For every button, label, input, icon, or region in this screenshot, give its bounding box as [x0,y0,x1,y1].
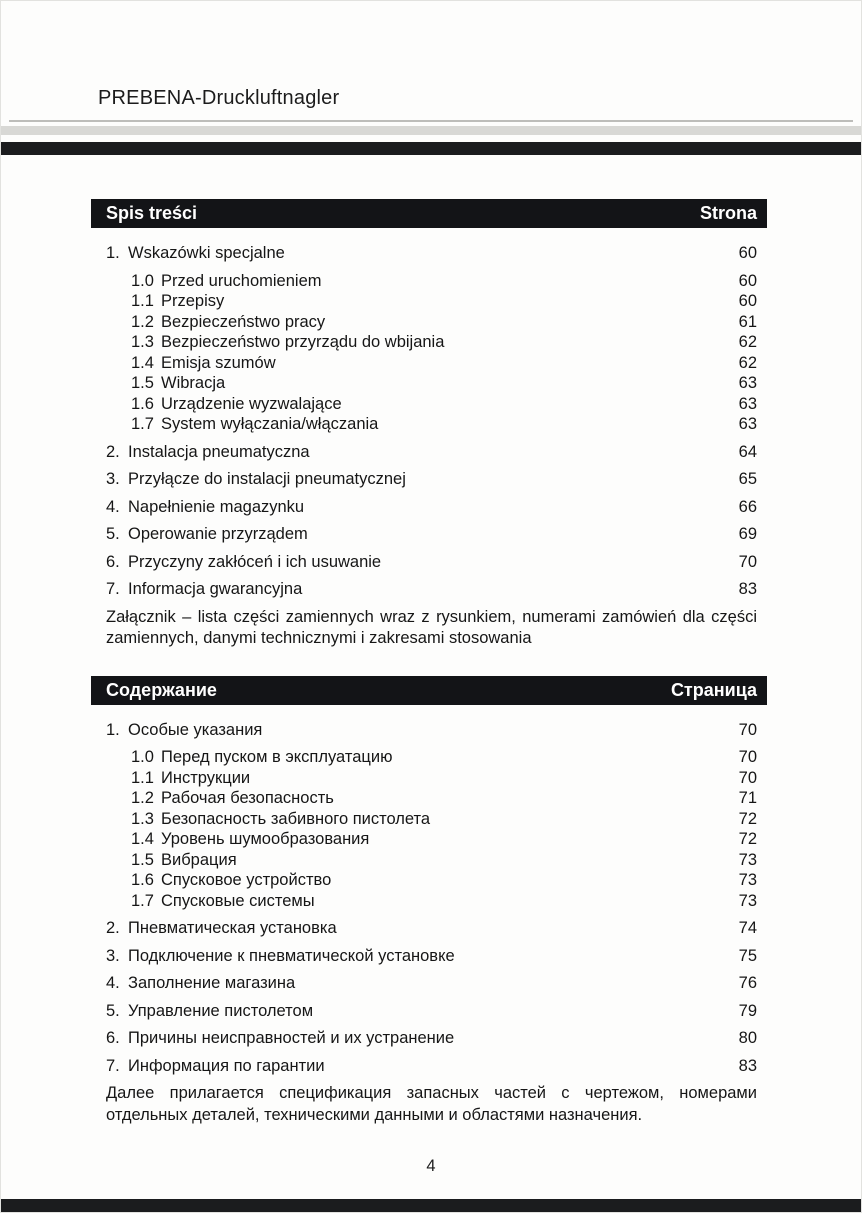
toc-entry-title: System wyłączania/włączania [161,415,379,433]
toc-entry-number: 1.6 [131,394,154,413]
toc-entry [91,891,767,912]
toc-entry-page: 72 [738,809,757,828]
toc-entry [91,414,767,435]
toc-entry-title: Информация по гарантии [128,1056,325,1075]
header-rule-gray [1,126,861,135]
toc-entry [91,809,767,830]
toc-entry-title: Przepisy [161,292,225,310]
toc-entry [91,850,767,871]
toc-entry [91,291,767,312]
toc-entry [91,946,767,967]
toc-entry [91,768,767,789]
section-page-label: Strona [699,203,757,223]
toc-entry [91,579,767,600]
toc-entry-page: 83 [738,1056,757,1075]
toc-entry-title: Рабочая безопасность [161,789,334,807]
document-title: PREBENA-Druckluftnagler [98,87,340,109]
toc-entry [91,442,767,463]
toc-entry [91,243,767,264]
header-rule-thin [9,120,853,122]
toc-entry-title: Bezpieczeństwo przyrządu do wbijania [161,333,445,351]
toc-entry-number: 7. [106,1056,120,1075]
toc-entry-page: 63 [738,415,757,433]
toc-entry-page: 60 [738,271,757,290]
toc-entry-title: Emisja szumów [161,353,276,372]
toc-entry-number: 7. [106,580,120,598]
toc-entry-page: 70 [738,768,757,787]
toc-list [91,243,767,600]
toc-entry-title: Przyczyny zakłóceń i ich usuwanie [128,552,382,571]
toc-entry-page: 73 [738,850,757,869]
section-note: Далее прилагается спецификация запасных частей с чертежом, номерами отдельных деталей, техническими данными и областями назначения. [106,1084,757,1124]
toc-entry-title: Operowanie przyrządem [128,525,308,543]
toc-entry-title: Przyłącze do instalacji pneumatycznej [128,470,406,488]
toc-entry-number: 2. [106,919,120,937]
toc-entry-number: 1.6 [131,871,154,889]
toc-entry-page: 73 [738,891,757,910]
toc-entry-title: Причины неисправностей и их устранение [128,1029,455,1047]
page-number: 4 [426,1157,436,1175]
section-page-label: Страница [670,679,757,700]
toc-entry-page: 75 [738,946,757,965]
toc-entry [91,747,767,768]
toc-entry [91,1001,767,1022]
toc-entry-title: Управление пистолетом [128,1001,314,1020]
toc-entry-title: Bezpieczeństwo pracy [161,312,326,331]
toc-entry-page: 62 [738,333,757,351]
toc-entry-title: Безопасность забивного пистолета [161,809,431,828]
toc-entry-title: Пневматическая установка [128,919,337,937]
header-rule-black [1,142,861,155]
toc-entry-page: 71 [738,789,757,807]
toc-entry-number: 1.3 [131,809,154,828]
toc-entry-title: Napełnienie magazynku [128,497,305,516]
toc-entry-number: 1. [106,720,120,739]
toc-entry [91,1028,767,1049]
toc-entry-title: Вибрация [161,850,237,869]
bottom-bar [1,1199,861,1212]
toc-entry-page: 63 [738,374,757,392]
toc-entry-page: 80 [738,1029,757,1047]
toc-entry-number: 4. [106,974,120,992]
toc-entry-page: 69 [738,525,757,543]
page-content [91,199,767,1126]
toc-entry-number: 1.2 [131,312,154,331]
toc-entry-number: 1.7 [131,891,154,910]
toc-section-polish [91,199,767,650]
toc-entry-number: 1.3 [131,333,154,351]
toc-entry-page: 83 [738,580,757,598]
toc-entry-number: 1.2 [131,789,154,807]
toc-entry-page: 70 [738,552,757,571]
toc-entry-title: Wskazówki specjalne [128,244,285,262]
toc-entry-number: 1.5 [131,374,154,392]
toc-entry [91,332,767,353]
toc-entry-number: 5. [106,525,120,543]
toc-entry-page: 70 [738,748,757,766]
toc-entry-title: Спусковое устройство [161,871,332,889]
toc-entry-title: Заполнение магазина [128,974,296,992]
toc-entry [91,1056,767,1077]
toc-entry-page: 74 [738,919,757,937]
toc-entry-title: Urządzenie wyzwalające [161,394,342,413]
toc-entry-title: Перед пуском в эксплуатацию [161,748,393,766]
toc-entry-page: 62 [738,353,757,372]
toc-entry-page: 79 [738,1001,757,1020]
toc-entry-title: Спусковые системы [161,891,315,910]
toc-entry-title: Przed uruchomieniem [161,271,322,290]
toc-entry [91,353,767,374]
toc-entry-number: 1.1 [131,768,154,787]
toc-entry-number: 1.7 [131,415,154,433]
section-header-bar [91,676,767,705]
toc-entry-title: Instalacja pneumatyczna [128,442,310,461]
toc-entry [91,829,767,850]
toc-entry-number: 1.4 [131,830,154,848]
toc-entry-number: 1.4 [131,353,154,372]
toc-entry-page: 70 [738,720,757,739]
toc-entry [91,720,767,741]
toc-entry-number: 3. [106,470,120,488]
toc-entry-number: 1.1 [131,292,154,310]
section-header-bar [91,199,767,228]
toc-entry-title: Informacja gwarancyjna [128,580,303,598]
toc-entry [91,373,767,394]
toc-entry [91,788,767,809]
toc-entry-number: 1.0 [131,748,154,766]
toc-entry-page: 72 [738,830,757,848]
toc-entry [91,271,767,292]
toc-entry-page: 60 [738,244,757,262]
toc-section-russian [91,676,767,1127]
toc-entry-title: Подключение к пневматической установке [128,946,455,965]
toc-entry-number: 5. [106,1001,120,1020]
toc-entry-page: 60 [738,292,757,310]
toc-entry [91,469,767,490]
toc-entry-title: Инструкции [161,768,251,787]
toc-entry-number: 6. [106,552,120,571]
toc-list [91,720,767,1077]
toc-entry-number: 1.0 [131,271,154,290]
toc-entry-title: Wibracja [161,374,226,392]
toc-entry-number: 1. [106,244,120,262]
toc-entry-title: Уровень шумообразования [161,830,370,848]
toc-entry [91,870,767,891]
section-heading: Spis treści [106,203,198,223]
toc-entry-number: 6. [106,1029,120,1047]
toc-entry [91,497,767,518]
toc-entry-number: 1.5 [131,850,154,869]
toc-entry-number: 2. [106,442,120,461]
toc-entry [91,394,767,415]
section-note: Załącznik – lista części zamiennych wraz z rysunkiem, numerami zamówień dla części zamiennych, danymi technicznymi i zakresami stosowania [106,607,757,647]
toc-entry-number: 3. [106,946,120,965]
toc-entry [91,312,767,333]
toc-entry [91,918,767,939]
toc-entry [91,524,767,545]
section-heading: Содержание [106,679,217,700]
toc-entry-page: 65 [738,470,757,488]
toc-entry-page: 61 [738,312,757,331]
toc-entry-page: 63 [738,394,757,413]
toc-entry [91,973,767,994]
toc-entry-page: 64 [738,442,757,461]
toc-entry-page: 76 [738,974,757,992]
toc-entry-page: 66 [738,497,757,516]
toc-entry-number: 4. [106,497,120,516]
toc-entry-title: Особые указания [128,720,263,739]
toc-entry [91,552,767,573]
toc-entry-page: 73 [738,871,757,889]
